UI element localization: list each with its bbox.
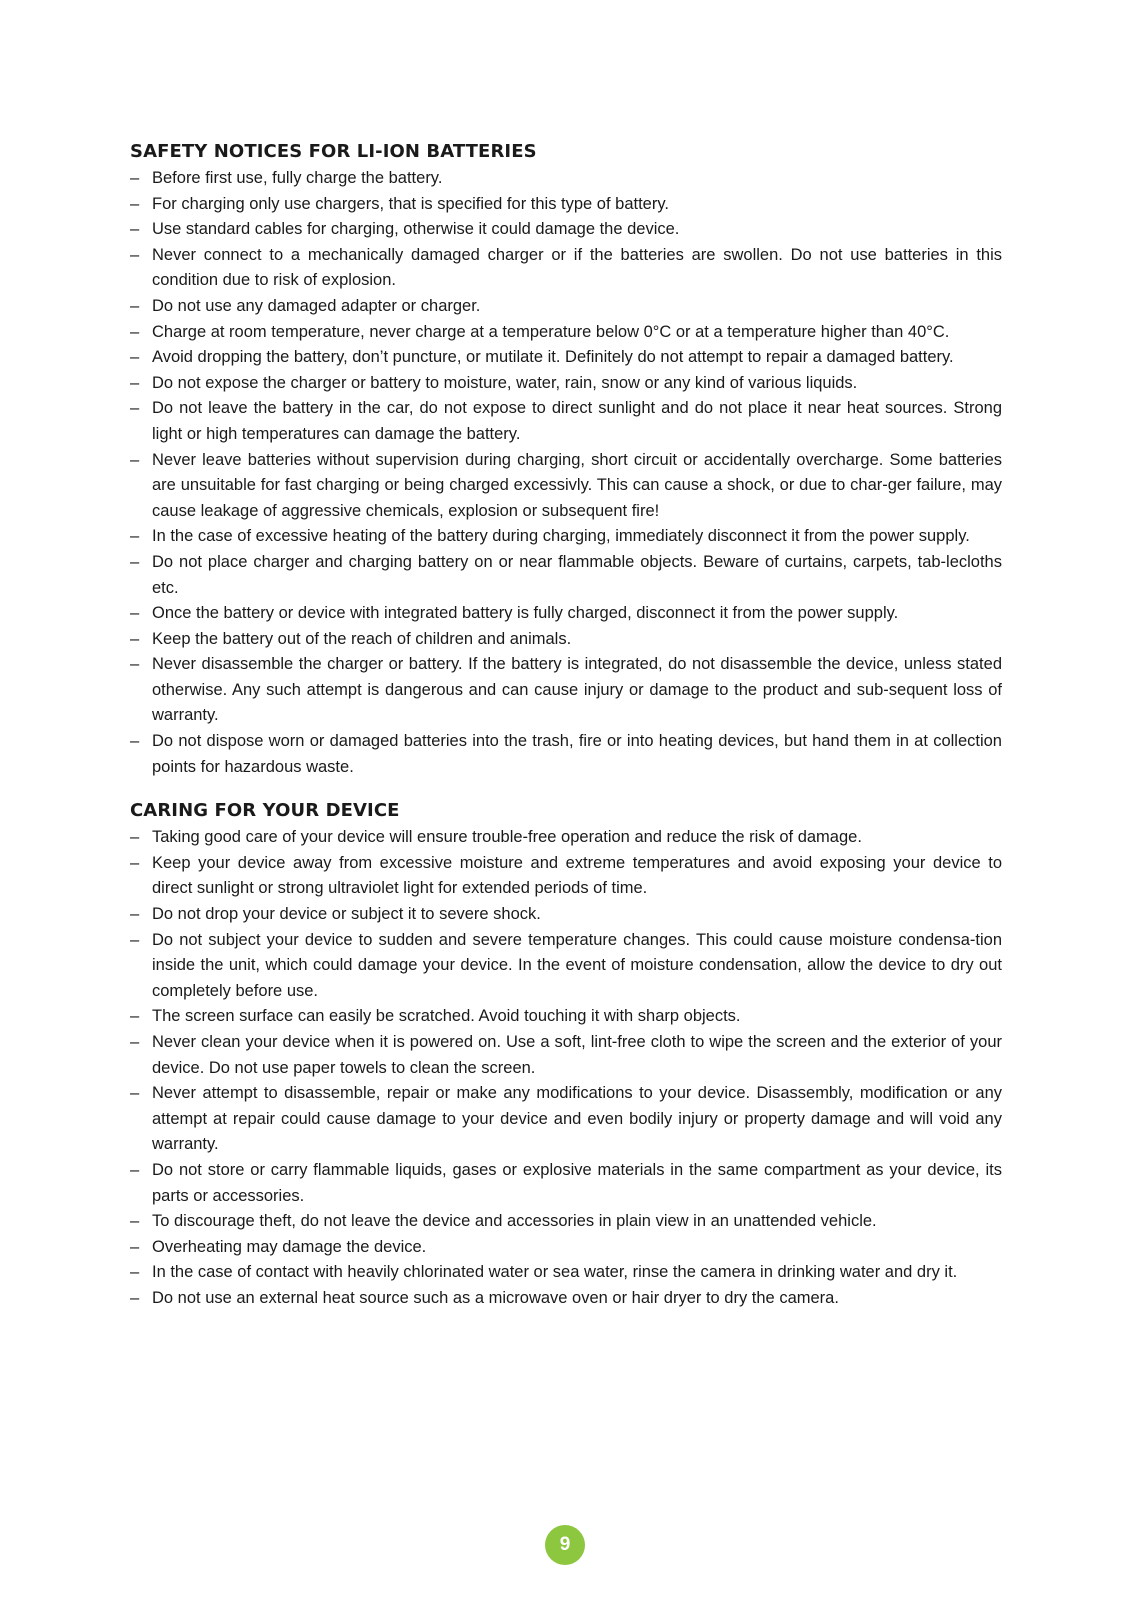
- list-item: [130, 320, 1002, 346]
- dash-bullet: –: [130, 905, 140, 924]
- list-item: [130, 851, 1002, 902]
- dash-bullet: –: [130, 828, 140, 847]
- list-item: [130, 1030, 1002, 1081]
- dash-bullet: –: [130, 1263, 140, 1282]
- list-item: [130, 1158, 1002, 1209]
- list-item: [130, 928, 1002, 1005]
- section-heading-battery-safety: SAFETY NOTICES FOR LI-ION BATTERIES: [130, 141, 537, 162]
- dash-bullet: –: [130, 853, 140, 872]
- list-item-text: Charge at room temperature, never charge at a temperature below 0°C or at a temperature higher than 40°C.: [152, 322, 950, 341]
- dash-bullet: –: [130, 1237, 140, 1256]
- dash-bullet: –: [130, 220, 140, 239]
- list-item: [130, 1081, 1002, 1158]
- list-item-text: For charging only use chargers, that is specified for this type of battery.: [152, 194, 669, 213]
- list-item: [130, 1004, 1002, 1030]
- dash-bullet: –: [130, 169, 140, 187]
- list-item-text: In the case of contact with heavily chlorinated water or sea water, rinse the camera in drinking water and dry it.: [152, 1263, 958, 1282]
- list-item-text: Do not dispose worn or damaged batteries into the trash, fire or into heating devices, but hand them in at collection points for hazardous waste.: [152, 732, 1002, 776]
- list-item-text: Use standard cables for charging, otherwise it could damage the device.: [152, 220, 680, 239]
- list-item-text: Do not expose the charger or battery to moisture, water, rain, snow or any kind of various liquids.: [152, 373, 858, 392]
- dash-bullet: –: [130, 655, 140, 674]
- list-item: [130, 1260, 1002, 1286]
- list-item: [130, 550, 1002, 601]
- list-item: [130, 729, 1002, 780]
- dash-bullet: –: [130, 930, 140, 949]
- dash-bullet: –: [130, 399, 140, 418]
- list-item-text: Once the battery or device with integrated battery is fully charged, disconnect it from the power supply.: [152, 604, 899, 623]
- page-content: [130, 140, 1002, 1312]
- dash-bullet: –: [130, 1033, 140, 1051]
- list-item: [130, 1209, 1002, 1235]
- list-item: [130, 294, 1002, 320]
- list-item: [130, 524, 1002, 550]
- list-item: [130, 371, 1002, 397]
- dash-bullet: –: [130, 1160, 140, 1179]
- list-item: [130, 825, 1002, 851]
- list-item-text: Never clean your device when it is powered on. Use a soft, lint-free cloth to wipe the screen and the exterior of your device. Do not use paper towels to clean the screen.: [152, 1033, 1002, 1077]
- dash-bullet: –: [130, 245, 140, 264]
- list-item: [130, 396, 1002, 447]
- dash-bullet: –: [130, 296, 140, 315]
- list-item-text: Taking good care of your device will ensure trouble-free operation and reduce the risk of damage.: [152, 828, 862, 847]
- list-item: [130, 448, 1002, 525]
- dash-bullet: –: [130, 604, 140, 623]
- list-item-text: Overheating may damage the device.: [152, 1237, 427, 1256]
- list-item-text: Never connect to a mechanically damaged charger or if the batteries are swollen. Do not use batteries in this condition due to risk of explosion.: [152, 245, 1002, 290]
- list-item: [130, 217, 1002, 243]
- section-heading-device-care: CARING FOR YOUR DEVICE: [130, 800, 400, 822]
- list-item: [130, 1286, 1002, 1312]
- dash-bullet: –: [130, 629, 140, 648]
- list-item-text: Do not leave the battery in the car, do not expose to direct sunlight and do not place it near heat sources. Strong light or high temperatures can damage the battery.: [152, 399, 1002, 443]
- list-item-text: Before first use, fully charge the battery.: [152, 169, 443, 187]
- list-item: [130, 243, 1002, 294]
- list-item: [130, 166, 1002, 192]
- list-item-text: Do not subject your device to sudden and severe temperature changes. This could cause moisture condensa-tion inside the unit, which could damage your device. In the event of moisture condensation, allow the device to dry out completely before use.: [152, 930, 1002, 1000]
- dash-bullet: –: [130, 527, 140, 546]
- list-item: [130, 192, 1002, 218]
- list-item-text: To discourage theft, do not leave the device and accessories in plain view in an unattended vehicle.: [152, 1212, 877, 1231]
- dash-bullet: –: [130, 732, 140, 751]
- dash-bullet: –: [130, 1212, 140, 1231]
- list-item: [130, 627, 1002, 653]
- list-item: [130, 652, 1002, 729]
- list-item: [130, 345, 1002, 371]
- list-item-text: Avoid dropping the battery, don’t puncture, or mutilate it. Definitely do not attempt to repair a damaged battery.: [152, 348, 954, 367]
- list-item-text: Do not place charger and charging battery on or near flammable objects. Beware of curtains, carpets, tab-lecloths etc.: [152, 552, 1002, 597]
- dash-bullet: –: [130, 1288, 140, 1307]
- device-care-list: [130, 825, 1002, 1311]
- list-item-text: In the case of excessive heating of the battery during charging, immediately disconnect it from the power supply.: [152, 527, 970, 546]
- dash-bullet: –: [130, 450, 140, 469]
- dash-bullet: –: [130, 322, 140, 341]
- list-item: [130, 902, 1002, 928]
- dash-bullet: –: [130, 552, 140, 571]
- dash-bullet: –: [130, 1007, 140, 1026]
- page-number-badge: 9: [545, 1525, 585, 1565]
- dash-bullet: –: [130, 348, 140, 367]
- list-item-text: Keep your device away from excessive moisture and extreme temperatures and avoid exposing your device to direct sunlight or strong ultraviolet light for extended periods of time.: [152, 853, 1002, 898]
- dash-bullet: –: [130, 373, 140, 392]
- list-item-text: Never attempt to disassemble, repair or make any modifications to your device. Disassembly, modification or any attempt at repair could cause damage to your device and even bodily injury or property damage and will void any warranty.: [152, 1084, 1002, 1154]
- list-item: [130, 601, 1002, 627]
- list-item-text: The screen surface can easily be scratched. Avoid touching it with sharp objects.: [152, 1007, 741, 1026]
- list-item-text: Do not store or carry flammable liquids, gases or explosive materials in the same compartment as your device, its parts or accessories.: [152, 1160, 1002, 1205]
- list-item-text: Never leave batteries without supervision during charging, short circuit or accidentally overcharge. Some batteries are unsuitable for fast charging or being charged excessivly. This can cause a shock, or due to char-ger failure, may cause leakage of aggressive chemicals, explosion or subsequent fire!: [152, 450, 1002, 520]
- list-item-text: Never disassemble the charger or battery. If the battery is integrated, do not disassemble the device, unless stated otherwise. Any such attempt is dangerous and can cause injury or damage to the product and sub-sequent loss of warranty.: [152, 655, 1002, 725]
- dash-bullet: –: [130, 194, 140, 213]
- list-item-text: Do not use any damaged adapter or charger.: [152, 296, 481, 315]
- list-item: [130, 1235, 1002, 1261]
- list-item-text: Keep the battery out of the reach of children and animals.: [152, 629, 572, 648]
- list-item-text: Do not use an external heat source such as a microwave oven or hair dryer to dry the camera.: [152, 1288, 839, 1307]
- battery-safety-list: [130, 166, 1002, 780]
- list-item-text: Do not drop your device or subject it to severe shock.: [152, 905, 541, 924]
- dash-bullet: –: [130, 1084, 140, 1103]
